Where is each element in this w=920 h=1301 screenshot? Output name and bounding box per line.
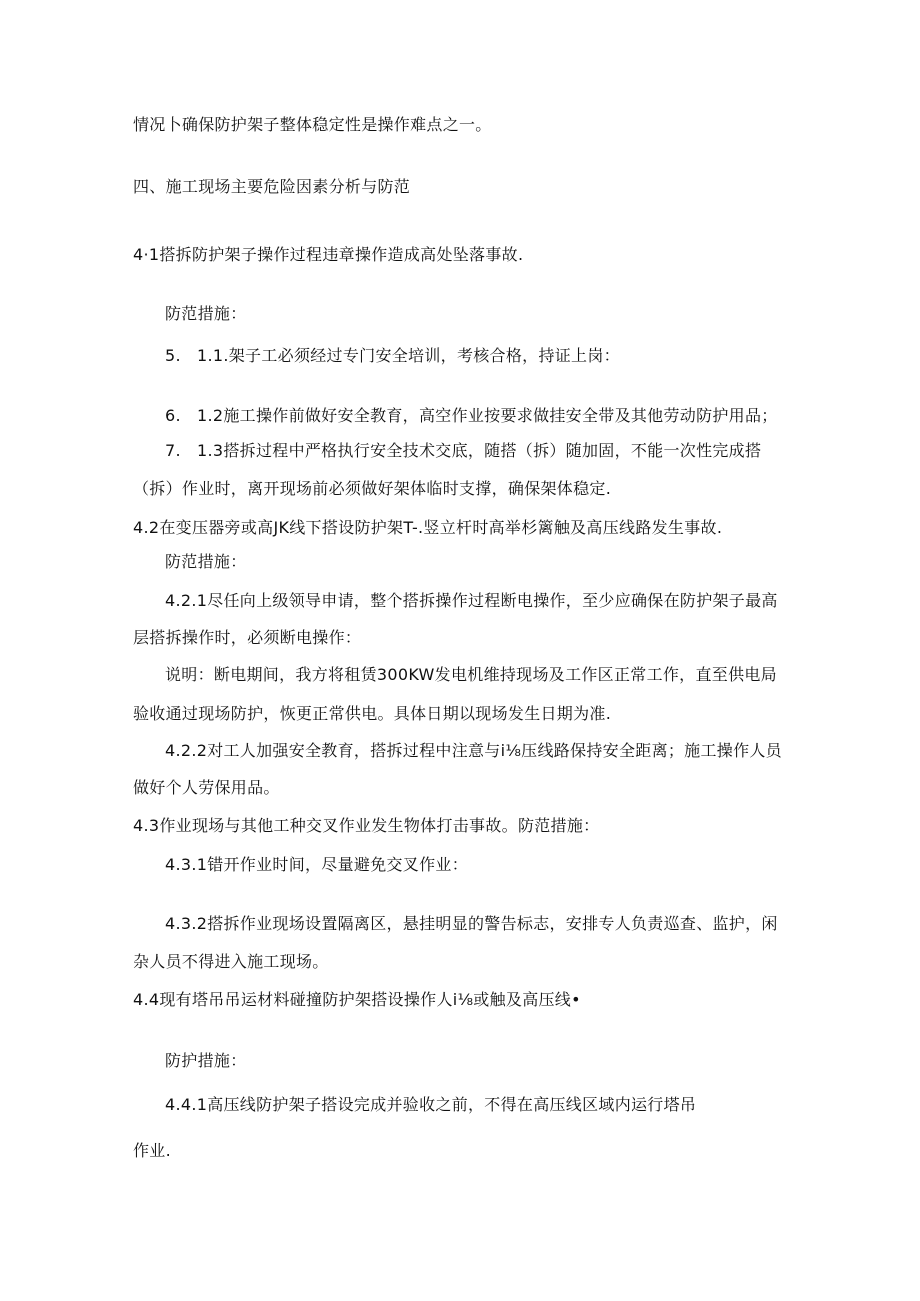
measures-label: 防护措施：: [165, 1051, 247, 1070]
subsection-heading: 4.3作业现场与其他工种交叉作业发生物体打击事故。防范措施：: [133, 816, 600, 835]
paragraph-line: （拆）作业时，离开现场前必须做好架体临时支撑，确保架体稳定.: [133, 479, 612, 498]
paragraph-line: 4.2.1尽任向上级领导申请，整个搭拆操作过程断电操作，至少应确保在防护架子最高: [165, 591, 778, 610]
section-heading: 四、施工现场主要危险因素分析与防范: [133, 177, 411, 196]
paragraph-line: 4.2.2对工人加强安全教育，搭拆过程中注意与i⅛压线路保持安全距离；施工操作人员: [165, 741, 782, 760]
paragraph-line: 作业.: [133, 1141, 171, 1160]
subsection-heading: 4.2在变压器旁或高JK线下搭设防护架T-.竖立杆时高举杉篱触及高压线路发生事故.: [133, 518, 723, 537]
subsection-heading: 4.4现有塔吊吊运材料碰撞防护架搭设操作人i⅛或触及高压线•: [133, 990, 581, 1009]
subsection-heading: 4·1搭拆防护架子操作过程违章操作造成高处坠落事故.: [133, 245, 524, 264]
list-item: 7. 1.3搭拆过程中严格执行安全技术交底，随搭（拆）随加固，不能一次性完成搭: [165, 441, 762, 460]
note-line: 验收通过现场防护，恢更正常供电。具体日期以现场发生日期为准.: [133, 704, 612, 723]
measures-label: 防范措施：: [165, 304, 247, 323]
paragraph-line: 做好个人劳保用品。: [133, 778, 280, 797]
paragraph-line: 层搭拆操作时，必须断电操作：: [133, 628, 362, 647]
paragraph-line: 情况卜确保防护架子整体稳定性是操作难点之一。: [133, 115, 492, 134]
list-item: 6. 1.2施工操作前做好安全教育，高空作业按要求做挂安全带及其他劳动防护用品；: [165, 406, 778, 425]
paragraph-line: 4.3.2搭拆作业现场设置隔离区，悬挂明显的警告标志，安排专人负责巡查、监护，闲: [165, 914, 778, 933]
paragraph-line: 杂人员不得进入施工现场。: [133, 952, 329, 971]
paragraph-line: 4.4.1高压线防护架子搭设完成并验收之前，不得在高压线区域内运行塔吊: [165, 1095, 697, 1114]
measures-label: 防范措施：: [165, 552, 247, 571]
paragraph-line: 4.3.1错开作业时间，尽量避免交叉作业：: [165, 855, 469, 874]
note-line: 说明：断电期间，我方将租赁300KW发电机维持现场及工作区正常工作，直至供电局: [165, 665, 777, 684]
list-item: 5. 1.1.架子工必须经过专门安全培训，考核合格，持证上岗：: [165, 346, 620, 365]
